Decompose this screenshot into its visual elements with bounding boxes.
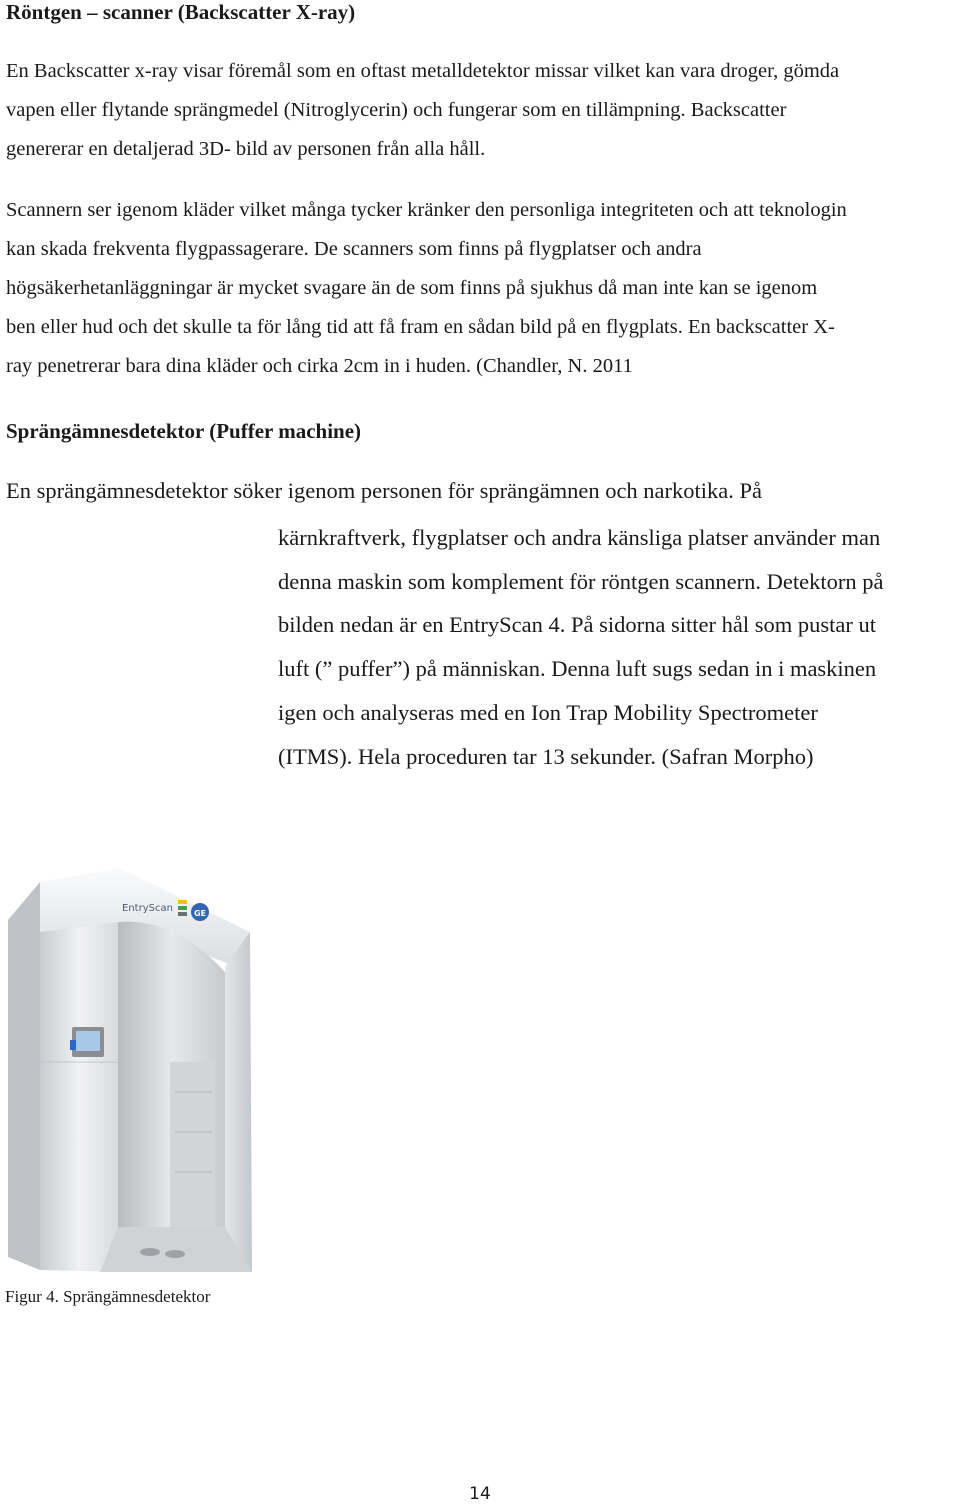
section-heading-puffer: Sprängämnesdetektor (Puffer machine) [6, 419, 362, 443]
text-line: (ITMS). Hela proceduren tar 13 sekunder. (Safran Morpho) [278, 743, 814, 769]
entryscan-brand-label: EntryScan [122, 903, 173, 914]
figure-caption: Figur 4. Sprängämnesdetektor [5, 1287, 211, 1306]
control-screen [76, 1031, 100, 1051]
text-line: kan skada frekventa flygpassagerare. De scanners som finns på flygplatser och andra [6, 238, 702, 260]
paragraph-puffer-body [278, 516, 883, 778]
text-line: kärnkraftverk, flygplatser och andra känsliga platser använder man [278, 525, 881, 550]
text-line: igen och analyseras med en Ion Trap Mobility Spectrometer [278, 699, 818, 725]
text-line: högsäkerhetanläggningar är mycket svagare än de som finns på sjukhus då man inte kan se igenom [6, 277, 818, 299]
text-line: Scannern ser igenom kläder vilket många tycker kränker den personliga integriteten och att teknologin [6, 199, 847, 221]
text-line: vapen eller flytande sprängmedel (Nitroglycerin) och fungerar som en tillämpning. Backscatter [6, 99, 787, 121]
text-line: luft (” puffer”) på människan. Denna luft sugs sedan in i maskinen [278, 656, 877, 682]
paragraph-puffer-first-line: En sprängämnesdetektor söker igenom personen för sprängämnen och narkotika. På [6, 478, 763, 503]
text-line: bilden nedan är en EntryScan 4. På sidorna sitter hål som pustar ut [278, 612, 876, 638]
ge-logo-text: GE [193, 909, 207, 918]
entryscan-machine-image [0, 862, 260, 1280]
text-line: genererar en detaljerad 3D- bild av personen från alla håll. [6, 138, 486, 160]
text-line: denna maskin som komplement för röntgen scannern. Detektorn på [278, 568, 884, 594]
paragraph-backscatter-privacy [6, 191, 956, 386]
paragraph-backscatter-intro [6, 52, 956, 169]
text-line: En Backscatter x-ray visar föremål som en oftast metalldetektor missar vilket kan vara droger, gömda [6, 60, 840, 82]
text-line: ben eller hud och det skulle ta för lång tid att få fram en sådan bild på en flygplats. En backscatter X- [6, 316, 835, 338]
text-line: ray penetrerar bara dina kläder och cirka 2cm in i huden. (Chandler, N. 2011 [6, 355, 633, 377]
page-number: 14 [469, 1484, 491, 1504]
section-heading-backscatter: Röntgen – scanner (Backscatter X-ray) [6, 0, 356, 24]
